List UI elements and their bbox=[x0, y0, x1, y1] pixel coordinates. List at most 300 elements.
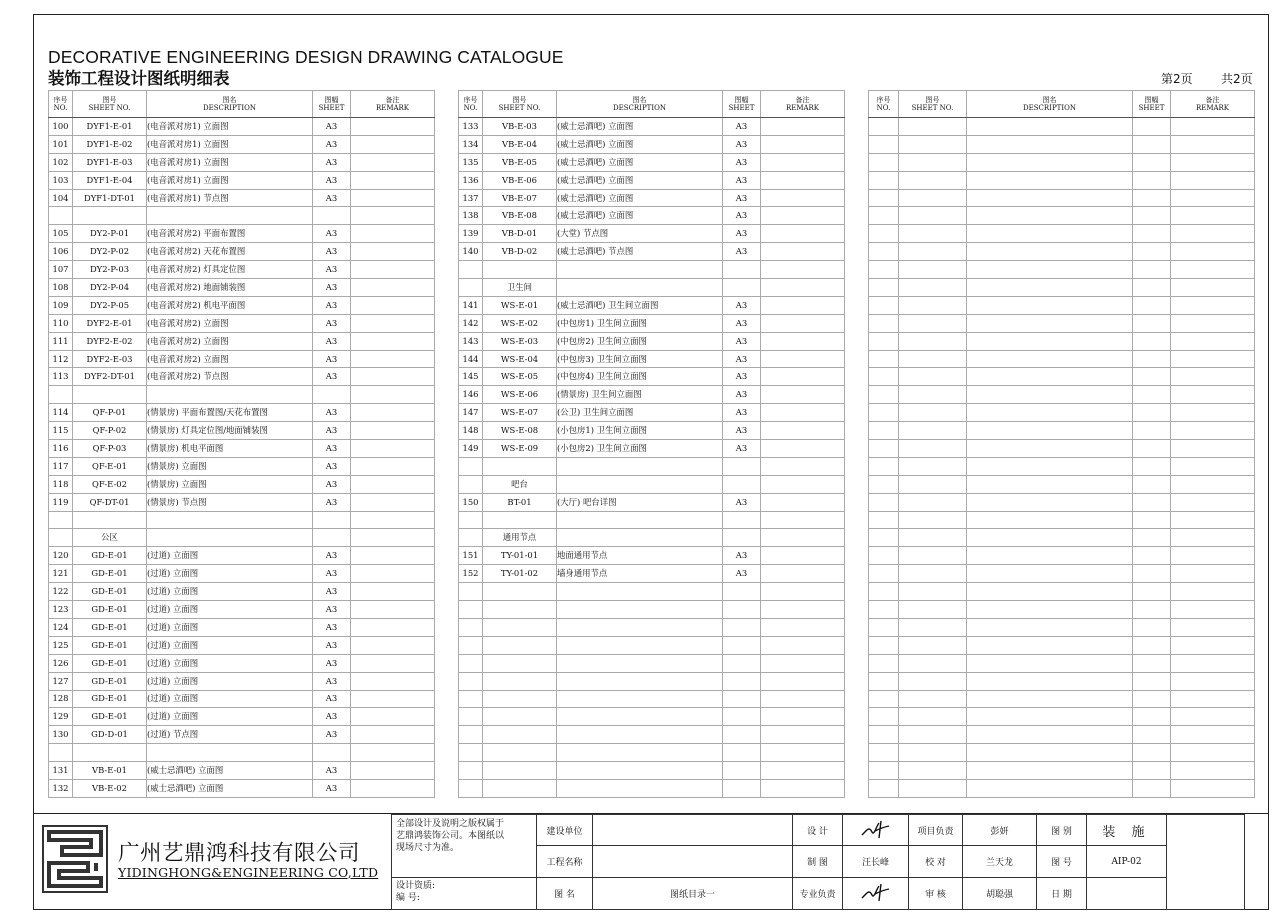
row-sheet: A3 bbox=[313, 565, 351, 583]
row-sheet-no bbox=[899, 636, 967, 654]
row-sheet bbox=[313, 207, 351, 225]
row-sheet bbox=[1133, 583, 1171, 601]
row-sheet bbox=[1133, 171, 1171, 189]
row-sheet-no: DYF1-E-02 bbox=[73, 135, 147, 153]
row-remark bbox=[351, 189, 435, 207]
draw-label: 制 图 bbox=[793, 846, 843, 878]
row-description: (过道) 立面图 bbox=[147, 583, 313, 601]
row-no bbox=[869, 690, 899, 708]
row-sheet-no bbox=[899, 368, 967, 386]
table-row bbox=[869, 189, 1255, 207]
row-sheet bbox=[1133, 779, 1171, 797]
table-row bbox=[869, 404, 1255, 422]
row-sheet bbox=[1133, 404, 1171, 422]
row-sheet bbox=[723, 672, 761, 690]
row-remark bbox=[1171, 135, 1255, 153]
page-total: 共2页 bbox=[1221, 72, 1253, 86]
row-remark bbox=[351, 118, 435, 136]
row-remark bbox=[1171, 189, 1255, 207]
header-sheet-no: 图号 SHEET NO. bbox=[73, 91, 147, 118]
project-value bbox=[593, 846, 793, 878]
row-sheet-no: VB-E-05 bbox=[483, 153, 557, 171]
row-no bbox=[459, 279, 483, 297]
table-row bbox=[49, 118, 435, 136]
row-remark bbox=[761, 332, 845, 350]
row-no: 114 bbox=[49, 404, 73, 422]
row-description: (中包房3) 卫生间立面图 bbox=[557, 350, 723, 368]
row-no: 105 bbox=[49, 225, 73, 243]
row-sheet: A3 bbox=[723, 153, 761, 171]
row-remark bbox=[351, 493, 435, 511]
row-description bbox=[967, 565, 1133, 583]
row-sheet-no bbox=[899, 779, 967, 797]
row-remark bbox=[351, 135, 435, 153]
row-description: (过道) 立面图 bbox=[147, 547, 313, 565]
row-remark bbox=[1171, 296, 1255, 314]
row-description bbox=[967, 654, 1133, 672]
row-description: (大厅) 吧台详图 bbox=[557, 493, 723, 511]
table-row bbox=[869, 153, 1255, 171]
row-sheet bbox=[1133, 672, 1171, 690]
row-description bbox=[967, 618, 1133, 636]
row-remark bbox=[1171, 654, 1255, 672]
drawing-name-value: 图纸目录一 bbox=[593, 878, 793, 910]
row-description bbox=[967, 601, 1133, 619]
row-sheet-no bbox=[899, 386, 967, 404]
row-remark bbox=[351, 332, 435, 350]
table-row bbox=[869, 422, 1255, 440]
row-no bbox=[869, 368, 899, 386]
table-row bbox=[869, 368, 1255, 386]
table-row bbox=[459, 368, 845, 386]
row-no: 110 bbox=[49, 314, 73, 332]
row-remark bbox=[351, 350, 435, 368]
title-block-table bbox=[391, 814, 1245, 910]
row-remark bbox=[1171, 601, 1255, 619]
row-no bbox=[459, 529, 483, 547]
row-remark bbox=[761, 386, 845, 404]
row-sheet-no: WS-E-04 bbox=[483, 350, 557, 368]
row-no bbox=[869, 779, 899, 797]
row-remark bbox=[351, 618, 435, 636]
table-row bbox=[49, 672, 435, 690]
row-sheet-no bbox=[899, 350, 967, 368]
table-row bbox=[459, 457, 845, 475]
page-current: 第2页 bbox=[1161, 72, 1193, 86]
row-sheet-no bbox=[899, 118, 967, 136]
row-no: 102 bbox=[49, 153, 73, 171]
row-sheet: A3 bbox=[313, 708, 351, 726]
header-sheet: 图幅 SHEET bbox=[1133, 91, 1171, 118]
row-description bbox=[967, 547, 1133, 565]
header-no: 序号 NO. bbox=[459, 91, 483, 118]
row-sheet bbox=[723, 726, 761, 744]
row-description bbox=[147, 511, 313, 529]
row-sheet-no: QF-E-01 bbox=[73, 457, 147, 475]
table-row bbox=[869, 386, 1255, 404]
row-no: 108 bbox=[49, 279, 73, 297]
row-sheet-no bbox=[899, 690, 967, 708]
row-sheet: A3 bbox=[313, 493, 351, 511]
row-sheet bbox=[1133, 726, 1171, 744]
table-row bbox=[49, 475, 435, 493]
row-sheet bbox=[723, 529, 761, 547]
row-remark bbox=[1171, 744, 1255, 762]
row-sheet bbox=[723, 457, 761, 475]
row-sheet: A3 bbox=[313, 779, 351, 797]
table-row bbox=[869, 726, 1255, 744]
table-row bbox=[49, 296, 435, 314]
row-remark bbox=[1171, 171, 1255, 189]
row-no bbox=[869, 332, 899, 350]
row-description bbox=[967, 368, 1133, 386]
row-remark bbox=[761, 601, 845, 619]
row-sheet-no: TY-01-02 bbox=[483, 565, 557, 583]
row-sheet-no bbox=[73, 207, 147, 225]
table-row bbox=[869, 636, 1255, 654]
row-no bbox=[459, 726, 483, 744]
row-no: 123 bbox=[49, 601, 73, 619]
row-description: (电音派对房2) 立面图 bbox=[147, 314, 313, 332]
row-no: 135 bbox=[459, 153, 483, 171]
header-remark: 备注 REMARK bbox=[1171, 91, 1255, 118]
row-sheet: A3 bbox=[313, 171, 351, 189]
row-no: 125 bbox=[49, 636, 73, 654]
row-sheet-no: DY2-P-03 bbox=[73, 261, 147, 279]
row-sheet bbox=[1133, 690, 1171, 708]
title-block-area bbox=[34, 813, 1268, 909]
draw-person: 汪长峰 bbox=[843, 846, 909, 878]
row-sheet-no: 通用节点 bbox=[483, 529, 557, 547]
row-description: (威士忌酒吧) 节点图 bbox=[557, 243, 723, 261]
row-sheet-no: VB-E-07 bbox=[483, 189, 557, 207]
row-sheet-no bbox=[899, 511, 967, 529]
row-description bbox=[967, 779, 1133, 797]
row-description: (过道) 立面图 bbox=[147, 601, 313, 619]
table-row bbox=[869, 314, 1255, 332]
row-sheet bbox=[1133, 207, 1171, 225]
row-sheet: A3 bbox=[313, 726, 351, 744]
row-no bbox=[869, 440, 899, 458]
row-no bbox=[869, 314, 899, 332]
table-row bbox=[459, 708, 845, 726]
row-sheet bbox=[313, 511, 351, 529]
row-sheet-no: DY2-P-01 bbox=[73, 225, 147, 243]
row-remark bbox=[351, 762, 435, 780]
row-no: 111 bbox=[49, 332, 73, 350]
table-row bbox=[869, 279, 1255, 297]
row-sheet-no: TY-01-01 bbox=[483, 547, 557, 565]
table-row bbox=[49, 368, 435, 386]
row-sheet-no bbox=[899, 314, 967, 332]
row-sheet bbox=[1133, 440, 1171, 458]
row-no: 134 bbox=[459, 135, 483, 153]
table-row bbox=[49, 636, 435, 654]
row-no bbox=[459, 475, 483, 493]
row-remark bbox=[1171, 153, 1255, 171]
row-no: 119 bbox=[49, 493, 73, 511]
row-no: 101 bbox=[49, 135, 73, 153]
row-sheet-no bbox=[899, 457, 967, 475]
row-description: (电音派对房2) 立面图 bbox=[147, 332, 313, 350]
table-row bbox=[459, 314, 845, 332]
row-description: (威士忌酒吧) 立面图 bbox=[557, 153, 723, 171]
row-description bbox=[967, 457, 1133, 475]
row-sheet-no bbox=[483, 779, 557, 797]
row-remark bbox=[351, 565, 435, 583]
row-sheet-no: VB-E-08 bbox=[483, 207, 557, 225]
row-no: 126 bbox=[49, 654, 73, 672]
row-sheet-no bbox=[899, 261, 967, 279]
table-row bbox=[459, 601, 845, 619]
row-remark bbox=[761, 135, 845, 153]
row-sheet-no: WS-E-08 bbox=[483, 422, 557, 440]
row-sheet-no bbox=[483, 511, 557, 529]
row-no bbox=[869, 261, 899, 279]
row-no: 109 bbox=[49, 296, 73, 314]
row-no: 136 bbox=[459, 171, 483, 189]
row-description: (过道) 立面图 bbox=[147, 654, 313, 672]
row-remark bbox=[761, 493, 845, 511]
row-sheet bbox=[1133, 135, 1171, 153]
row-description: (情景房) 节点图 bbox=[147, 493, 313, 511]
row-sheet-no: GD-E-01 bbox=[73, 636, 147, 654]
row-no bbox=[459, 744, 483, 762]
row-description: (小包房2) 卫生间立面图 bbox=[557, 440, 723, 458]
header-description: 图名 DESCRIPTION bbox=[147, 91, 313, 118]
header-no: 序号 NO. bbox=[869, 91, 899, 118]
table-row bbox=[459, 225, 845, 243]
row-description: (过道) 立面图 bbox=[147, 672, 313, 690]
row-description bbox=[557, 261, 723, 279]
row-sheet-no: DYF1-E-01 bbox=[73, 118, 147, 136]
row-description bbox=[557, 529, 723, 547]
row-sheet: A3 bbox=[313, 279, 351, 297]
row-sheet-no bbox=[899, 404, 967, 422]
row-remark bbox=[1171, 475, 1255, 493]
table-row bbox=[869, 762, 1255, 780]
row-description bbox=[967, 243, 1133, 261]
row-remark bbox=[351, 690, 435, 708]
table-row bbox=[459, 350, 845, 368]
row-description: (过道) 节点图 bbox=[147, 726, 313, 744]
row-sheet-no bbox=[483, 636, 557, 654]
row-no bbox=[869, 547, 899, 565]
row-description bbox=[147, 207, 313, 225]
row-description bbox=[967, 118, 1133, 136]
header-sheet-no: 图号 SHEET NO. bbox=[483, 91, 557, 118]
table-row bbox=[49, 708, 435, 726]
row-no bbox=[869, 118, 899, 136]
table-row bbox=[459, 744, 845, 762]
row-remark bbox=[761, 225, 845, 243]
row-sheet-no bbox=[899, 583, 967, 601]
table-row bbox=[49, 654, 435, 672]
row-remark bbox=[351, 261, 435, 279]
row-no bbox=[869, 708, 899, 726]
row-sheet: A3 bbox=[313, 475, 351, 493]
table-row bbox=[49, 404, 435, 422]
row-no: 113 bbox=[49, 368, 73, 386]
header-description: 图名 DESCRIPTION bbox=[967, 91, 1133, 118]
row-no: 103 bbox=[49, 171, 73, 189]
row-description bbox=[557, 583, 723, 601]
row-no bbox=[869, 672, 899, 690]
row-remark bbox=[1171, 332, 1255, 350]
row-description bbox=[557, 708, 723, 726]
row-description bbox=[967, 279, 1133, 297]
row-sheet: A3 bbox=[313, 457, 351, 475]
row-sheet: A3 bbox=[313, 332, 351, 350]
row-description: (电音派对房1) 节点图 bbox=[147, 189, 313, 207]
table-row bbox=[869, 690, 1255, 708]
row-description bbox=[557, 690, 723, 708]
row-description bbox=[967, 493, 1133, 511]
row-sheet bbox=[723, 654, 761, 672]
row-sheet bbox=[1133, 565, 1171, 583]
row-description: (威士忌酒吧) 立面图 bbox=[557, 118, 723, 136]
row-remark bbox=[351, 672, 435, 690]
row-sheet: A3 bbox=[313, 690, 351, 708]
row-description bbox=[967, 314, 1133, 332]
row-remark bbox=[761, 726, 845, 744]
row-remark bbox=[1171, 618, 1255, 636]
row-description bbox=[147, 386, 313, 404]
row-sheet-no: QF-P-03 bbox=[73, 440, 147, 458]
row-sheet-no bbox=[899, 332, 967, 350]
table-row bbox=[869, 708, 1255, 726]
row-description: (威士忌酒吧) 立面图 bbox=[557, 189, 723, 207]
row-sheet-no: WS-E-02 bbox=[483, 314, 557, 332]
table-row bbox=[49, 171, 435, 189]
row-sheet bbox=[723, 762, 761, 780]
row-description: (情景房) 立面图 bbox=[147, 475, 313, 493]
table-row bbox=[869, 171, 1255, 189]
row-remark bbox=[1171, 636, 1255, 654]
table-row bbox=[459, 779, 845, 797]
row-sheet-no: VB-E-03 bbox=[483, 118, 557, 136]
row-sheet-no bbox=[899, 708, 967, 726]
row-description bbox=[557, 457, 723, 475]
row-remark bbox=[1171, 529, 1255, 547]
row-no: 147 bbox=[459, 404, 483, 422]
row-description: (电音派对房2) 天花布置图 bbox=[147, 243, 313, 261]
table-row bbox=[459, 404, 845, 422]
row-no bbox=[869, 511, 899, 529]
table-row bbox=[49, 493, 435, 511]
row-remark bbox=[351, 153, 435, 171]
table-row bbox=[459, 475, 845, 493]
table-row bbox=[869, 332, 1255, 350]
row-remark bbox=[1171, 207, 1255, 225]
table-row bbox=[869, 118, 1255, 136]
row-sheet bbox=[723, 744, 761, 762]
row-remark bbox=[351, 583, 435, 601]
row-description bbox=[557, 672, 723, 690]
row-sheet-no: VB-E-06 bbox=[483, 171, 557, 189]
row-sheet bbox=[1133, 654, 1171, 672]
row-sheet-no: GD-E-01 bbox=[73, 672, 147, 690]
row-no bbox=[869, 189, 899, 207]
row-description bbox=[967, 672, 1133, 690]
row-sheet: A3 bbox=[723, 296, 761, 314]
row-description bbox=[967, 296, 1133, 314]
table-row bbox=[459, 762, 845, 780]
row-sheet-no: GD-E-01 bbox=[73, 708, 147, 726]
row-remark bbox=[351, 440, 435, 458]
row-sheet: A3 bbox=[723, 493, 761, 511]
row-no: 104 bbox=[49, 189, 73, 207]
row-sheet: A3 bbox=[723, 332, 761, 350]
row-remark bbox=[1171, 762, 1255, 780]
table-row bbox=[459, 386, 845, 404]
row-no bbox=[49, 744, 73, 762]
row-remark bbox=[1171, 511, 1255, 529]
catalogue-table-3 bbox=[868, 90, 1255, 798]
row-description bbox=[557, 618, 723, 636]
catalogue-table-2 bbox=[458, 90, 845, 798]
row-description bbox=[967, 475, 1133, 493]
row-sheet-no: DYF2-DT-01 bbox=[73, 368, 147, 386]
table-row bbox=[459, 636, 845, 654]
table-row bbox=[49, 618, 435, 636]
row-sheet-no: DY2-P-05 bbox=[73, 296, 147, 314]
row-sheet: A3 bbox=[723, 547, 761, 565]
row-no bbox=[459, 779, 483, 797]
category-value: 装 施 bbox=[1087, 815, 1167, 846]
row-remark bbox=[351, 654, 435, 672]
row-sheet: A3 bbox=[313, 440, 351, 458]
row-sheet: A3 bbox=[313, 350, 351, 368]
row-description: (电音派对房2) 立面图 bbox=[147, 350, 313, 368]
row-sheet bbox=[723, 636, 761, 654]
review-label: 审 核 bbox=[909, 878, 963, 910]
row-no: 117 bbox=[49, 457, 73, 475]
row-no bbox=[869, 654, 899, 672]
row-remark bbox=[351, 386, 435, 404]
row-remark bbox=[761, 171, 845, 189]
row-remark bbox=[761, 654, 845, 672]
row-remark bbox=[1171, 261, 1255, 279]
row-no bbox=[459, 690, 483, 708]
row-sheet-no: 公区 bbox=[73, 529, 147, 547]
row-sheet bbox=[1133, 511, 1171, 529]
row-sheet bbox=[313, 529, 351, 547]
row-description: (威士忌酒吧) 立面图 bbox=[147, 779, 313, 797]
row-description bbox=[147, 744, 313, 762]
row-no: 150 bbox=[459, 493, 483, 511]
row-remark bbox=[351, 475, 435, 493]
row-description bbox=[557, 762, 723, 780]
row-remark bbox=[1171, 457, 1255, 475]
project-label: 工程名称 bbox=[537, 846, 593, 878]
row-description bbox=[967, 171, 1133, 189]
row-no bbox=[869, 565, 899, 583]
row-sheet-no: WS-E-01 bbox=[483, 296, 557, 314]
row-remark bbox=[1171, 243, 1255, 261]
row-description: (威士忌酒吧) 卫生间立面图 bbox=[557, 296, 723, 314]
drawing-name-label: 图 名 bbox=[537, 878, 593, 910]
design-signature-icon bbox=[843, 815, 909, 846]
table-row bbox=[459, 135, 845, 153]
table-row bbox=[869, 672, 1255, 690]
row-no bbox=[869, 636, 899, 654]
row-sheet bbox=[1133, 189, 1171, 207]
table-row bbox=[459, 726, 845, 744]
table-row bbox=[869, 493, 1255, 511]
blank-cell bbox=[1167, 815, 1245, 910]
row-sheet bbox=[1133, 350, 1171, 368]
